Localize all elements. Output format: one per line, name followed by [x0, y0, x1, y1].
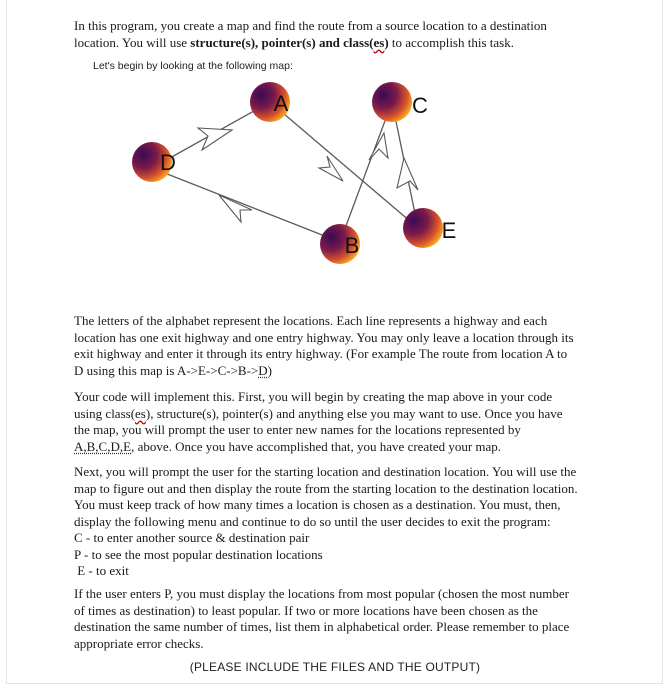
intro-text: location. You will use	[74, 34, 191, 50]
node-c	[372, 82, 428, 122]
locations-line: exit highway and enter it through its entry highway. (For example The route from location A to	[74, 346, 568, 361]
locations-line: The letters of the alphabet represent the locations. Each line represents a highway and each	[74, 313, 548, 328]
impl-text: using class(	[74, 405, 136, 421]
intro-bold-text: structure(s), pointer(s) and class(	[190, 34, 374, 50]
impl-line	[74, 406, 604, 423]
prompt-line: map to figure out and then display the route from the starting location to the destination location.	[74, 480, 578, 496]
map-caption: Let's begin by looking at the following map:	[93, 60, 293, 72]
prompt-line: You must keep track of how many times a location is chosen as a destination. You must, then,	[74, 497, 561, 512]
arrow-a-to-e	[319, 156, 343, 181]
popularity-paragraph	[74, 586, 604, 652]
map-arrows	[198, 128, 418, 222]
impl-letters: A,B,C,D,E	[74, 438, 132, 454]
route-end	[258, 363, 272, 378]
node-d	[132, 142, 176, 182]
popularity-line: appropriate error checks.	[74, 635, 204, 651]
route-end-paren: )	[267, 362, 272, 378]
node-e	[403, 208, 456, 248]
locations-line: location has one exit highway and one entry highway. You may only leave a location through its	[74, 329, 574, 345]
map-edges	[152, 102, 418, 242]
popularity-line: destination the same number of times, list them in alphabetical order. Please remember to place	[74, 619, 570, 634]
prompt-line: Next, you will prompt the user for the starting location and destination location. You will use the	[74, 464, 577, 479]
node-b	[320, 224, 360, 264]
edge-b-d	[152, 168, 340, 242]
menu-item-e: E - to exit	[74, 563, 129, 578]
node-e-label: E	[441, 218, 457, 243]
intro-text-end: to accomplish this task.	[388, 34, 514, 50]
edge-c-b	[340, 102, 392, 242]
node-a-label: A	[273, 91, 289, 116]
impl-line	[74, 439, 604, 456]
prompt-line: display the following menu and continue to do so until the user decides to exit the program:	[74, 513, 551, 529]
menu-item-c: C - to enter another source & destination pair	[74, 530, 310, 545]
intro-line-1: In this program, you create a map and find the route from a source location to a destination	[74, 18, 547, 33]
node-d-label: D	[160, 150, 176, 175]
prompt-paragraph	[74, 464, 604, 580]
impl-line: Your code will implement this. First, you will begin by creating the map above in your code	[74, 389, 553, 404]
intro-bold-es: es	[373, 34, 385, 50]
location-map	[0, 0, 670, 300]
locations-line	[74, 363, 604, 380]
node-b-label: B	[344, 233, 360, 258]
footer-note: (PLEASE INCLUDE THE FILES AND THE OUTPUT)	[189, 660, 481, 674]
popularity-line: If the user enters P, you must display the locations from most popular (chosen the most number	[74, 586, 569, 601]
impl-text-end: ), structure(s), pointer(s) and anything else you may want to use. Once you have	[145, 405, 563, 421]
impl-es: es	[135, 405, 146, 421]
node-a	[250, 82, 290, 122]
popularity-line: of times as destination) to least popular. If two or more locations have been chosen as the	[74, 602, 538, 618]
arrow-b-to-d	[219, 195, 252, 222]
impl-text-tail: , above. Once you have accomplished that, you have created your map.	[131, 438, 502, 454]
route-end-d: D	[258, 362, 268, 378]
impl-line: the map, you will prompt the user to enter new names for the locations represented by	[74, 422, 521, 437]
route-example: D using this map is A->E->C->B->	[74, 362, 259, 378]
arrow-e-to-c	[397, 158, 418, 190]
menu-item-p: P - to see the most popular destination locations	[74, 546, 323, 562]
locations-paragraph	[74, 313, 604, 379]
intro-bold-paren: )	[384, 34, 389, 50]
implementation-paragraph	[74, 389, 604, 455]
node-c-label: C	[412, 93, 428, 118]
